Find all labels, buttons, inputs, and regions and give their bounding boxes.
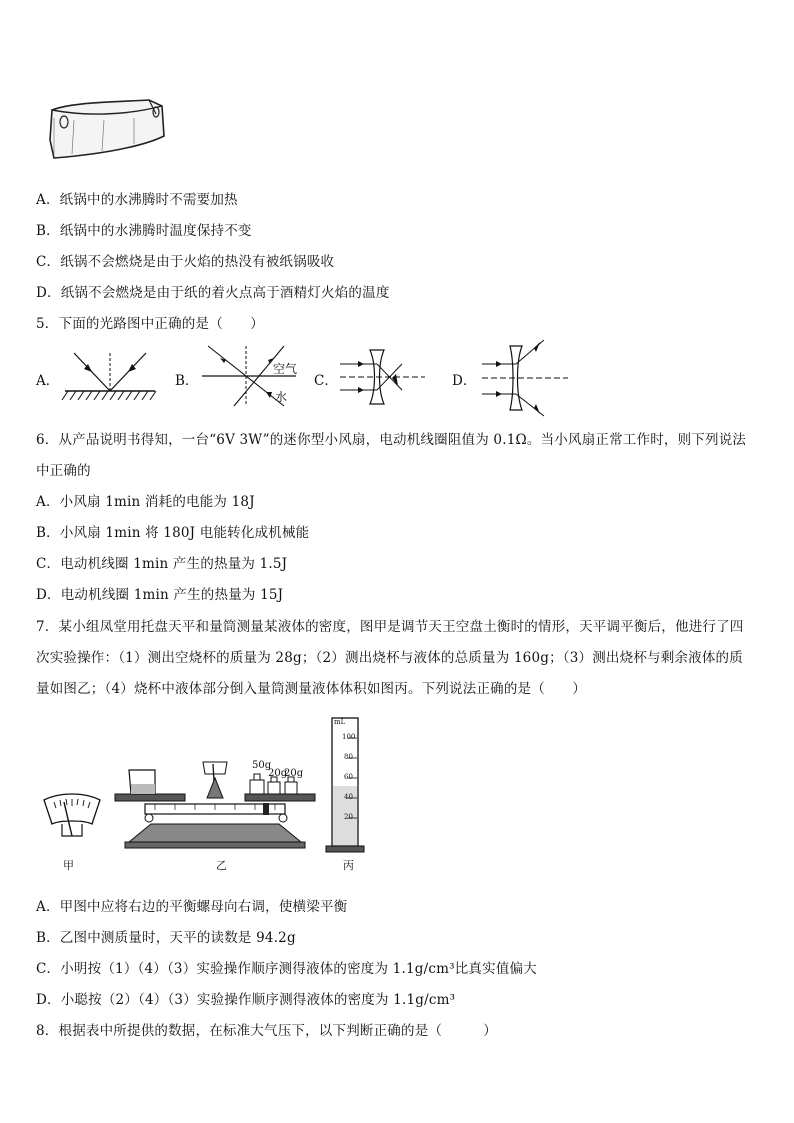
q4-option-b[interactable]: B．纸锅中的水沸腾时温度保持不变 — [36, 223, 252, 239]
weight-20g-label-1: 20g — [268, 768, 288, 779]
q7-option-d[interactable]: D．小聪按（2）（4）（3）实验操作顺序测得液体的密度为 1.1g/cm³ — [36, 992, 456, 1008]
q5-label-a[interactable]: A． — [36, 373, 60, 389]
q6-option-b[interactable]: B．小风扇 1min 将 180J 电能转化成机械能 — [36, 525, 310, 541]
fig-label-yi: 乙 — [216, 859, 227, 872]
q5-label-c[interactable]: C． — [314, 373, 338, 389]
q4-option-a[interactable]: A．纸锅中的水沸腾时不需要加热 — [36, 192, 238, 208]
q5-label-d[interactable]: D． — [452, 373, 477, 389]
q7-stem-line3: 量如图乙；（4）烧杯中液体部分倒入量筒测量液体体积如图丙。下列说法正确的是（ ） — [36, 681, 587, 697]
weight-20g-label-2: 20g — [284, 768, 304, 779]
q7-option-a[interactable]: A．甲图中应将右边的平衡螺母向右调，使横梁平衡 — [36, 899, 348, 915]
q7-stem-line1: 7．某小组凤堂用托盘天平和量筒测量某液体的密度，图甲是调节天王空盘土衡时的情形，天平调平衡后，他进行了四 — [36, 619, 744, 635]
cylinder-tick-80: 80 — [344, 753, 353, 761]
cylinder-tick-20: 20 — [344, 813, 353, 821]
cylinder-tick-60: 60 — [344, 773, 353, 781]
weight-50g-label: 50g — [252, 760, 272, 771]
q6-option-c[interactable]: C．电动机线圈 1min 产生的热量为 1.5J — [36, 556, 288, 572]
q5-diagram-d — [478, 338, 570, 416]
balance-pointer-figure — [40, 790, 104, 840]
paper-pot-figure — [44, 96, 169, 166]
q6-stem-line1: 6．从产品说明书得知，一台“6V 3W”的迷你型小风扇，电动机线圈阻值为 0.1Ω。当小风扇正常工作时，则下列说法 — [36, 432, 747, 448]
q6-option-d[interactable]: D．电动机线圈 1min 产生的热量为 15J — [36, 587, 284, 603]
q4-option-d[interactable]: D．纸锅不会燃烧是由于纸的着火点高于酒精灯火焰的温度 — [36, 285, 390, 301]
balance-figure — [115, 748, 315, 854]
cylinder-tick-40: 40 — [344, 793, 353, 801]
q7-option-c[interactable]: C．小明按（1）（4）（3）实验操作顺序测得液体的密度为 1.1g/cm³比真实值偏大 — [36, 961, 537, 977]
q5-air-label: 空气 — [273, 362, 298, 376]
fig-label-jia: 甲 — [63, 859, 74, 872]
cylinder-unit: mL — [334, 718, 346, 726]
q5-stem: 5．下面的光路图中正确的是（ ） — [36, 316, 264, 332]
fig-label-bing: 丙 — [343, 859, 354, 872]
q5-diagram-a — [60, 345, 165, 405]
q5-water-label: 水 — [275, 390, 288, 404]
q6-option-a[interactable]: A．小风扇 1min 消耗的电能为 18J — [36, 494, 255, 510]
q8-stem: 8．根据表中所提供的数据，在标准大气压下，以下判断正确的是（ ） — [36, 1023, 497, 1039]
q5-diagram-c — [340, 344, 430, 410]
q6-stem-line2: 中正确的 — [36, 463, 91, 479]
q7-option-b[interactable]: B．乙图中测质量时，天平的读数是 94.2g — [36, 930, 296, 946]
cylinder-tick-100: 100 — [342, 733, 356, 741]
q7-stem-line2: 次实验操作：（1）测出空烧杯的质量为 28g；（2）测出烧杯与液体的总质量为 160g；（3）测出烧杯与剩余液体的质 — [36, 650, 743, 666]
q5-label-b[interactable]: B． — [175, 373, 199, 389]
q4-option-c[interactable]: C．纸锅不会燃烧是由于火焰的热没有被纸锅吸收 — [36, 254, 335, 270]
